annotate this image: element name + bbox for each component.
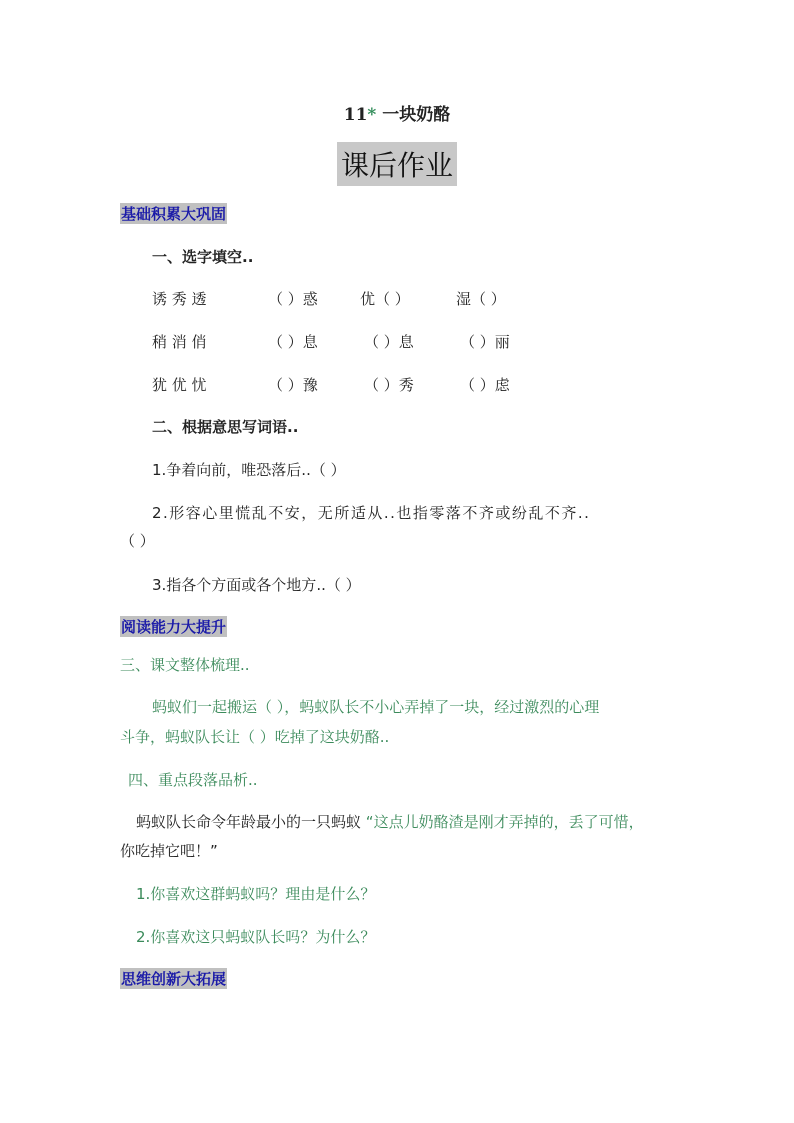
q1-row3-b: （ ）秀	[364, 376, 414, 394]
lesson-name: 一块奶酪	[376, 105, 451, 125]
q2-item-3: 3.指各个方面或各个地方..（ ）	[152, 576, 361, 594]
q2-heading: 二、根据意思写词语..	[152, 418, 299, 436]
q4-quote-line1	[136, 811, 644, 832]
q4-heading: 四、重点段落品析..	[128, 771, 258, 789]
q1-row3-chars: 犹 优 忧	[152, 376, 207, 394]
q4-quote-line2: 你吃掉它吧！”	[120, 842, 218, 860]
q1-row3-a: （ ）豫	[268, 376, 318, 394]
q1-row2-b: （ ）息	[364, 333, 414, 351]
q3-heading: 三、课文整体梳理..	[120, 656, 250, 674]
q4-item-1: 1.你喜欢这群蚂蚁吗？理由是什么？	[136, 885, 376, 903]
star-mark: *	[367, 105, 377, 125]
lesson-number: 11	[343, 105, 368, 125]
q2-item-2: 2.形容心里慌乱不安，无所适从..也指零落不齐或纷乱不齐..	[152, 504, 591, 522]
page-subtitle: 课后作业	[337, 142, 457, 186]
section-thinking: 思维创新大拓展	[121, 970, 227, 988]
q1-row1-a: （ ）惑	[268, 290, 318, 308]
q1-row1-c: 湿（ ）	[456, 290, 506, 308]
q1-heading: 一、选字填空..	[152, 248, 254, 266]
q1-row3-c: （ ）虑	[460, 376, 510, 394]
q1-row2-a: （ ）息	[268, 333, 318, 351]
subtitle-wrap	[0, 142, 794, 186]
q3-line1: 蚂蚁们一起搬运（ ），蚂蚁队长不小心弄掉了一块，经过激烈的心理	[152, 698, 600, 716]
q2-item-2-blank: （ ）	[120, 532, 155, 550]
q4-quote-text: “这点儿奶酪渣是刚才弄掉的，丢了可惜，	[365, 813, 644, 831]
q4-item-2: 2.你喜欢这只蚂蚁队长吗？为什么？	[136, 928, 376, 946]
q1-row1-chars: 诱 秀 透	[152, 290, 207, 308]
q3-line2: 斗争，蚂蚁队长让（ ）吃掉了这块奶酪..	[120, 728, 390, 746]
section-basic: 基础积累大巩固	[121, 205, 227, 223]
q2-item-1: 1.争着向前，唯恐落后..（ ）	[152, 461, 346, 479]
q4-quote-prefix: 蚂蚁队长命令年龄最小的一只蚂蚁	[136, 813, 362, 831]
q1-row2-chars: 稍 消 俏	[152, 333, 207, 351]
q1-row1-b: 优（ ）	[360, 290, 410, 308]
section-reading: 阅读能力大提升	[121, 618, 227, 636]
q1-row2-c: （ ）丽	[460, 333, 510, 351]
lesson-title	[0, 100, 794, 125]
